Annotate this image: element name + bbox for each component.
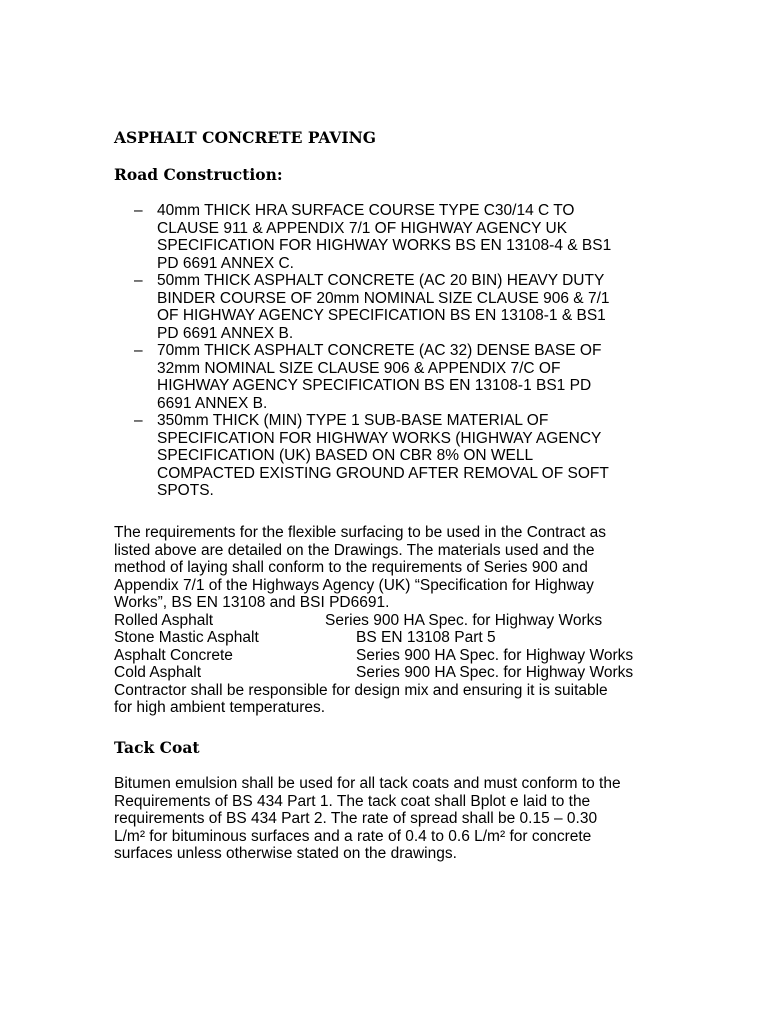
paragraph-line: for high ambient temperatures.: [114, 699, 326, 716]
bullet-dash: –: [134, 342, 143, 359]
material-reference: Series 900 HA Spec. for Highway Works: [356, 646, 634, 664]
requirements-paragraph: [114, 524, 674, 717]
paragraph-line: Requirements of BS 434 Part 1. The tack coat shall Bplot e laid to the: [114, 792, 591, 810]
material-reference: Series 900 HA Spec. for Highway Works: [356, 664, 634, 681]
table-row: [114, 612, 674, 630]
table-row: [114, 629, 674, 647]
paragraph-line: Works”, BS EN 13108 and BSI PD6691.: [114, 594, 390, 611]
bullet-dash: –: [134, 202, 143, 219]
list-item-line: PD 6691 ANNEX B.: [157, 324, 294, 342]
list-item-line: 40mm THICK HRA SURFACE COURSE TYPE C30/14 C TO: [157, 202, 575, 219]
paragraph-line: Contractor shall be responsible for design mix and ensuring it is suitable: [114, 681, 608, 699]
material-name: Rolled Asphalt: [114, 611, 214, 629]
document-title: ASPHALT CONCRETE PAVING: [114, 128, 377, 147]
list-item-line: BINDER COURSE OF 20mm NOMINAL SIZE CLAUSE 906 & 7/1: [157, 289, 610, 307]
material-reference: BS EN 13108 Part 5: [356, 629, 496, 646]
table-row: [114, 664, 674, 682]
table-row: [114, 647, 674, 665]
list-item-line: SPECIFICATION FOR HIGHWAY WORKS (HIGHWAY AGENCY: [157, 429, 602, 447]
list-item-line: 6691 ANNEX B.: [157, 394, 268, 412]
list-item-line: COMPACTED EXISTING GROUND AFTER REMOVAL OF SOFT: [157, 464, 609, 482]
list-item-line: CLAUSE 911 & APPENDIX 7/1 OF HIGHWAY AGENCY UK: [157, 219, 568, 237]
list-item-line: SPECIFICATION (UK) BASED ON CBR 8% ON WELL: [157, 447, 534, 464]
list-item-line: PD 6691 ANNEX C.: [157, 254, 294, 272]
list-item: [114, 342, 674, 412]
paragraph-line: surfaces unless otherwise stated on the drawings.: [114, 845, 457, 862]
list-item-line: 50mm THICK ASPHALT CONCRETE (AC 20 BIN) HEAVY DUTY: [157, 272, 605, 289]
list-item-line: SPOTS.: [157, 482, 214, 499]
paragraph-line: Bitumen emulsion shall be used for all tack coats and must conform to the: [114, 775, 621, 792]
list-item: [114, 202, 674, 272]
paragraph-line: listed above are detailed on the Drawings. The materials used and the: [114, 541, 595, 559]
road-construction-list: [114, 202, 674, 500]
material-reference: Series 900 HA Spec. for Highway Works: [325, 611, 603, 629]
material-name: Asphalt Concrete: [114, 646, 233, 664]
paragraph-line: Appendix 7/1 of the Highways Agency (UK) “Specification for Highway: [114, 576, 594, 594]
list-item: [114, 272, 674, 342]
material-name: Cold Asphalt: [114, 664, 202, 681]
list-item-line: OF HIGHWAY AGENCY SPECIFICATION BS EN 13108-1 & BS1: [157, 307, 606, 324]
list-item-line: 32mm NOMINAL SIZE CLAUSE 906 & APPENDIX 7/C OF: [157, 359, 561, 377]
list-item-line: 350mm THICK (MIN) TYPE 1 SUB-BASE MATERIAL OF: [157, 412, 549, 429]
tack-coat-paragraph: [114, 775, 674, 863]
list-item-line: 70mm THICK ASPHALT CONCRETE (AC 32) DENSE BASE OF: [157, 342, 602, 359]
road-construction-heading: Road Construction:: [114, 165, 283, 184]
bullet-dash: –: [134, 272, 143, 289]
bullet-dash: –: [134, 412, 143, 429]
list-item-line: SPECIFICATION FOR HIGHWAY WORKS BS EN 13108-4 & BS1: [157, 237, 612, 254]
list-item: [114, 412, 674, 500]
paragraph-line: requirements of BS 434 Part 2. The rate of spread shall be 0.15 – 0.30: [114, 810, 598, 827]
paragraph-line: method of laying shall conform to the requirements of Series 900 and: [114, 559, 588, 576]
materials-table: [114, 612, 674, 682]
material-name: Stone Mastic Asphalt: [114, 629, 259, 646]
paragraph-line: The requirements for the flexible surfacing to be used in the Contract as: [114, 524, 606, 541]
tack-coat-heading: Tack Coat: [114, 738, 200, 757]
list-item-line: HIGHWAY AGENCY SPECIFICATION BS EN 13108-1 BS1 PD: [157, 377, 592, 394]
paragraph-line: L/m² for bituminous surfaces and a rate of 0.4 to 0.6 L/m² for concrete: [114, 827, 592, 845]
